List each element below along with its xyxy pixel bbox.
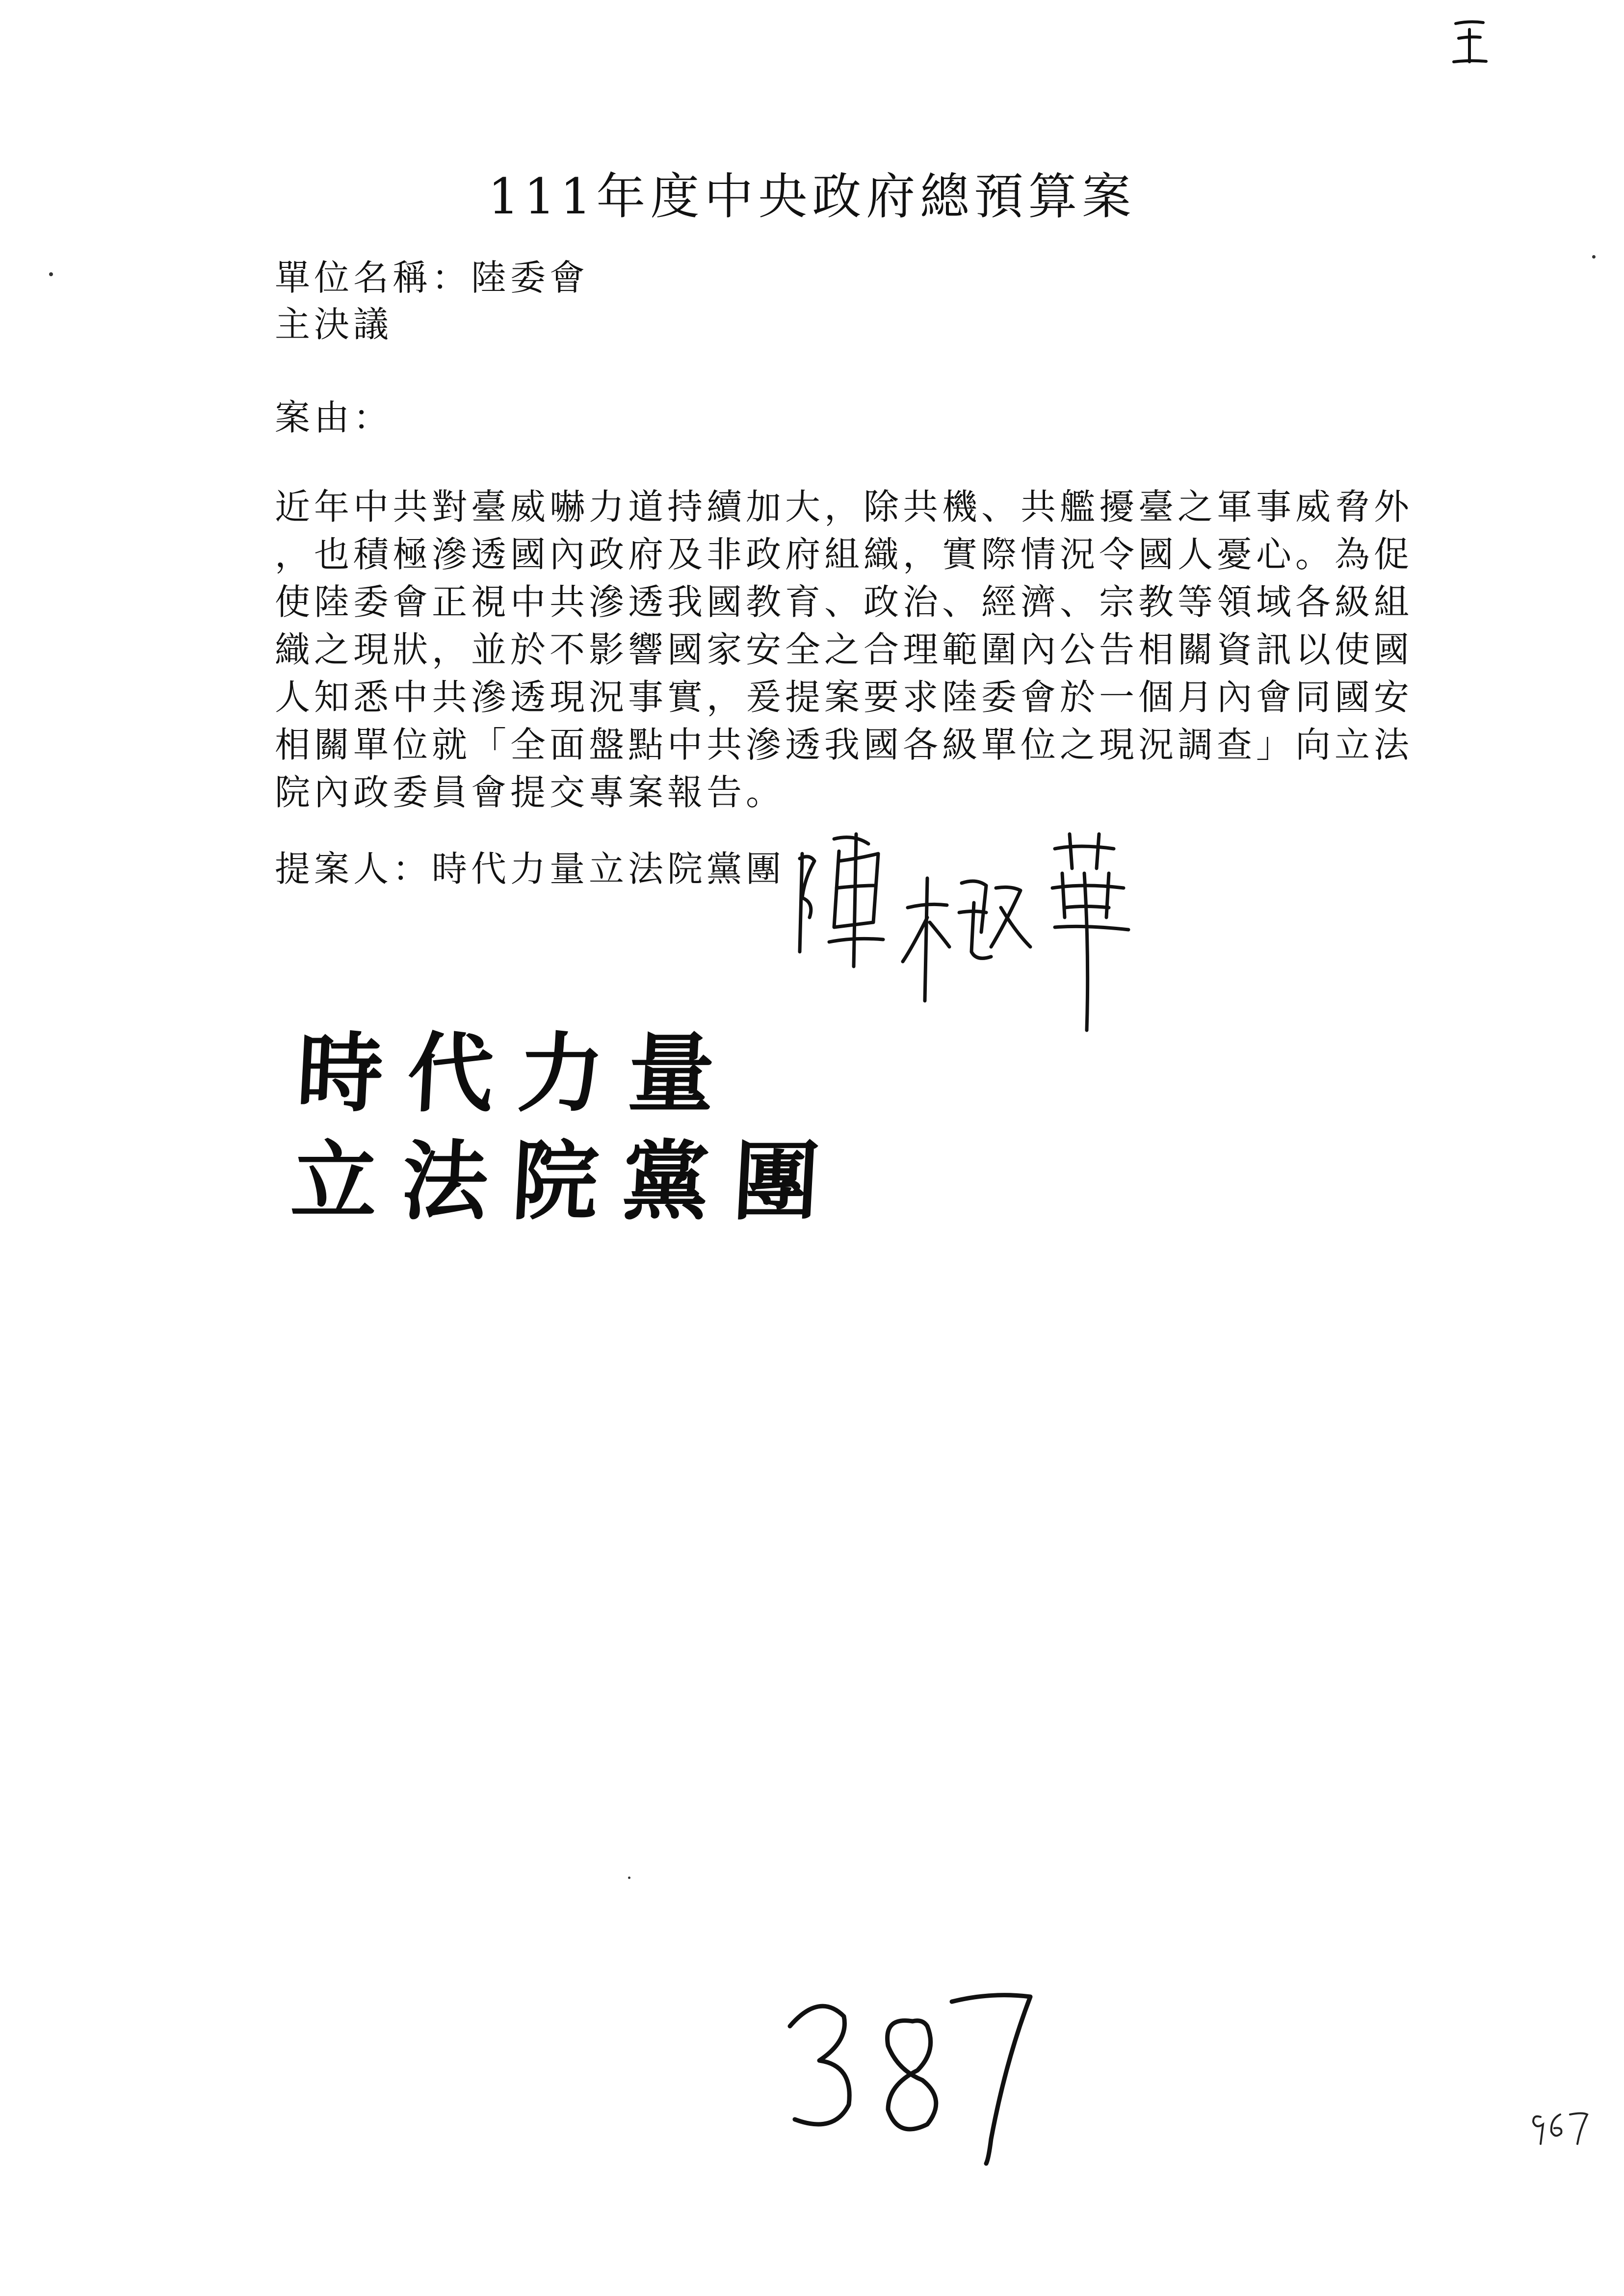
handwritten-small-mark	[1526, 2100, 1595, 2154]
handwritten-page-number	[775, 1962, 1050, 2168]
body-line: 院內政委員會提交專案報告。	[275, 772, 786, 813]
unit-name: 單位名稱：陸委會	[275, 257, 589, 298]
scan-speck	[49, 272, 53, 276]
body-line: 人知悉中共滲透現況事實，爰提案要求陸委會於一個月內會同國安	[275, 677, 1414, 718]
stamp-line: 時代力量	[294, 1024, 742, 1124]
stamp-line: 立法院黨團	[288, 1132, 846, 1232]
corner-page-mark	[1450, 15, 1489, 69]
document-title: 111年度中央政府總預算案	[488, 168, 1136, 225]
scan-speck	[628, 1877, 630, 1879]
proposer: 提案人：時代力量立法院黨團	[275, 848, 786, 889]
body-line: 近年中共對臺威嚇力道持續加大，除共機、共艦擾臺之軍事威脅外	[275, 486, 1414, 527]
body-line: ，也積極滲透國內政府及非政府組織，實際情況令國人憂心。為促	[275, 534, 1414, 575]
reason-label: 案由：	[275, 397, 393, 438]
scan-speck	[1592, 255, 1596, 259]
body-line: 織之現狀，並於不影響國家安全之合理範圍內公告相關資訊以使國	[275, 629, 1414, 670]
body-line: 使陸委會正視中共滲透我國教育、政治、經濟、宗教等領域各級組	[275, 581, 1414, 623]
reason-body	[275, 483, 1414, 816]
resolution-type: 主決議	[275, 304, 393, 345]
party-caucus-stamp	[288, 1020, 852, 1236]
body-line: 相關單位就「全面盤點中共滲透我國各級單位之現況調查」向立法	[275, 724, 1414, 765]
handwritten-signature	[780, 805, 1143, 1040]
